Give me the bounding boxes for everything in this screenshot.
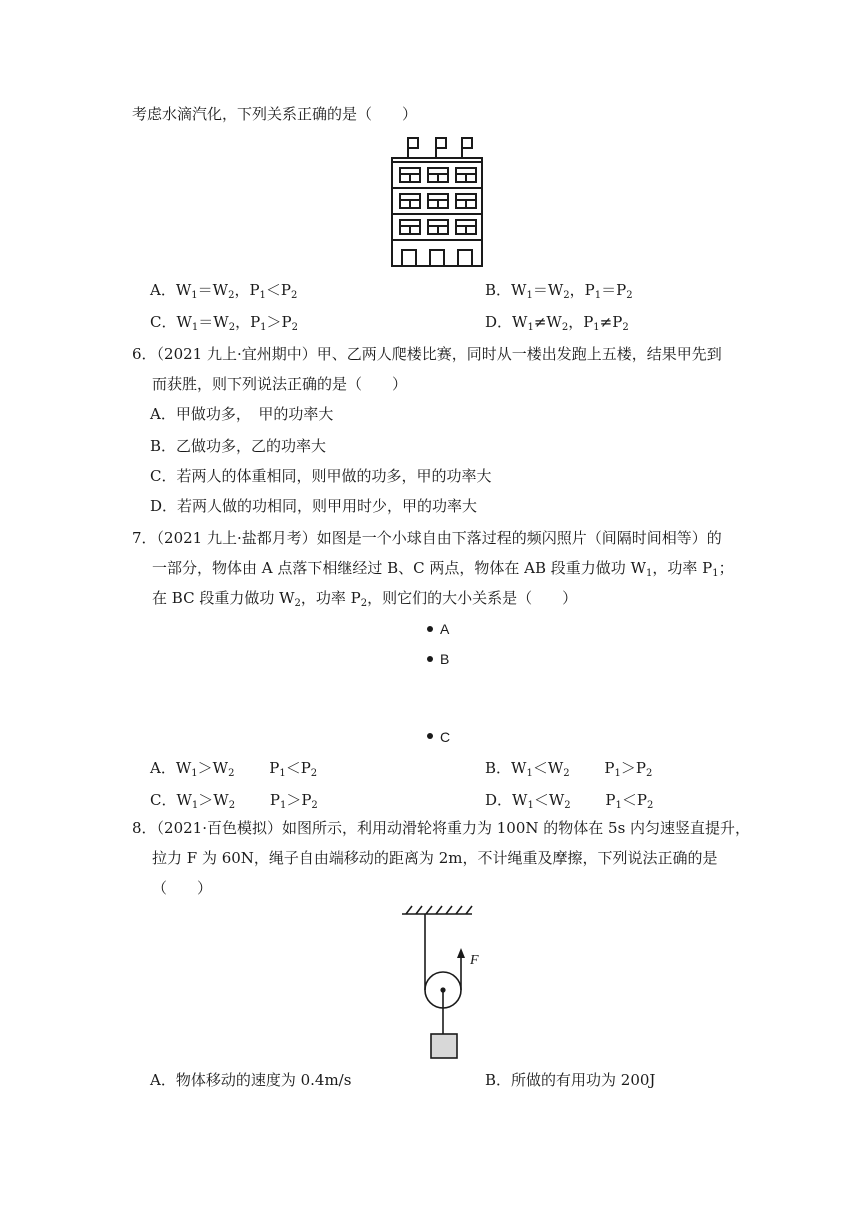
q6-option-c[interactable]: C．若两人的体重相同，则甲做的功多，甲的功率大 bbox=[150, 467, 492, 485]
falling-ball-figure bbox=[420, 616, 470, 750]
q7-option-c[interactable]: C．$W_1>W_2$ $P_1>P_2$ bbox=[150, 791, 318, 811]
q6-option-b[interactable]: B．乙做功多，乙的功率大 bbox=[150, 437, 327, 455]
point-a-dot bbox=[427, 626, 433, 632]
q5-option-c[interactable]: C．$W_1=W_2$，$P_1>P_2$ bbox=[150, 313, 299, 333]
q5-option-a[interactable]: A．$W_1=W_2$，$P_1<P_2$ bbox=[150, 281, 298, 301]
q8-stem-line2: 拉力 F 为 60N，绳子自由端移动的距离为 2m，不计绳重及摩擦，下列说法正确的是 bbox=[152, 849, 718, 867]
point-a-label: A bbox=[440, 621, 450, 637]
q5-option-b[interactable]: B．$W_1=W_2$，$P_1=P_2$ bbox=[485, 281, 633, 301]
point-c-label: C bbox=[440, 729, 451, 745]
q7-option-b[interactable]: B．$W_1<W_2$ $P_1>P_2$ bbox=[485, 759, 653, 779]
building-figure bbox=[388, 134, 486, 268]
q7-stem-line3: 在 BC 段重力做功 $W_2$，功率 $P_2$，则它们的大小关系是（ ） bbox=[152, 589, 578, 609]
q7-stem-line1: 7．（2021 九上·盐都月考）如图是一个小球自由下落过程的频闪照片（间隔时间相等）的 bbox=[132, 529, 722, 547]
point-b-dot bbox=[427, 656, 433, 662]
point-b-label: B bbox=[440, 651, 450, 667]
q8-stem-line3: （ ） bbox=[152, 879, 213, 897]
point-c-dot bbox=[427, 733, 433, 739]
q5-option-d[interactable]: D．$W_1\ne W_2$，$P_1\ne P_2$ bbox=[485, 313, 629, 333]
q7-stem-line2: 一部分，物体由 A 点落下相继经过 B、C 两点，物体在 AB 段重力做功 $W_1$，功率 $P_1$； bbox=[152, 559, 734, 579]
pulley-figure bbox=[398, 904, 494, 1062]
q8-stem-line1: 8．（2021·百色模拟）如图所示，利用动滑轮将重力为 100N 的物体在 5s 内匀速竖直提升， bbox=[132, 819, 751, 837]
q8-option-a[interactable]: A．物体移动的速度为 0.4m/s bbox=[150, 1071, 352, 1089]
q8-option-b[interactable]: B．所做的有用功为 200J bbox=[485, 1071, 656, 1089]
q6-option-d[interactable]: D．若两人做的功相同，则甲用时少，甲的功率大 bbox=[150, 497, 478, 515]
q6-stem-line1: 6．（2021 九上·宜州期中）甲、乙两人爬楼比赛，同时从一楼出发跑上五楼，结果甲先到 bbox=[132, 345, 722, 363]
q7-option-d[interactable]: D．$W_1<W_2$ $P_1<P_2$ bbox=[485, 791, 654, 811]
q5-stem-tail: 考虑水滴汽化，下列关系正确的是（ ） bbox=[132, 105, 418, 123]
force-label: F bbox=[470, 953, 479, 968]
q6-stem-line2: 而获胜，则下列说法正确的是（ ） bbox=[152, 375, 408, 393]
q6-option-a[interactable]: A．甲做功多， 甲的功率大 bbox=[150, 405, 334, 423]
q7-option-a[interactable]: A．$W_1>W_2$ $P_1<P_2$ bbox=[150, 759, 318, 779]
